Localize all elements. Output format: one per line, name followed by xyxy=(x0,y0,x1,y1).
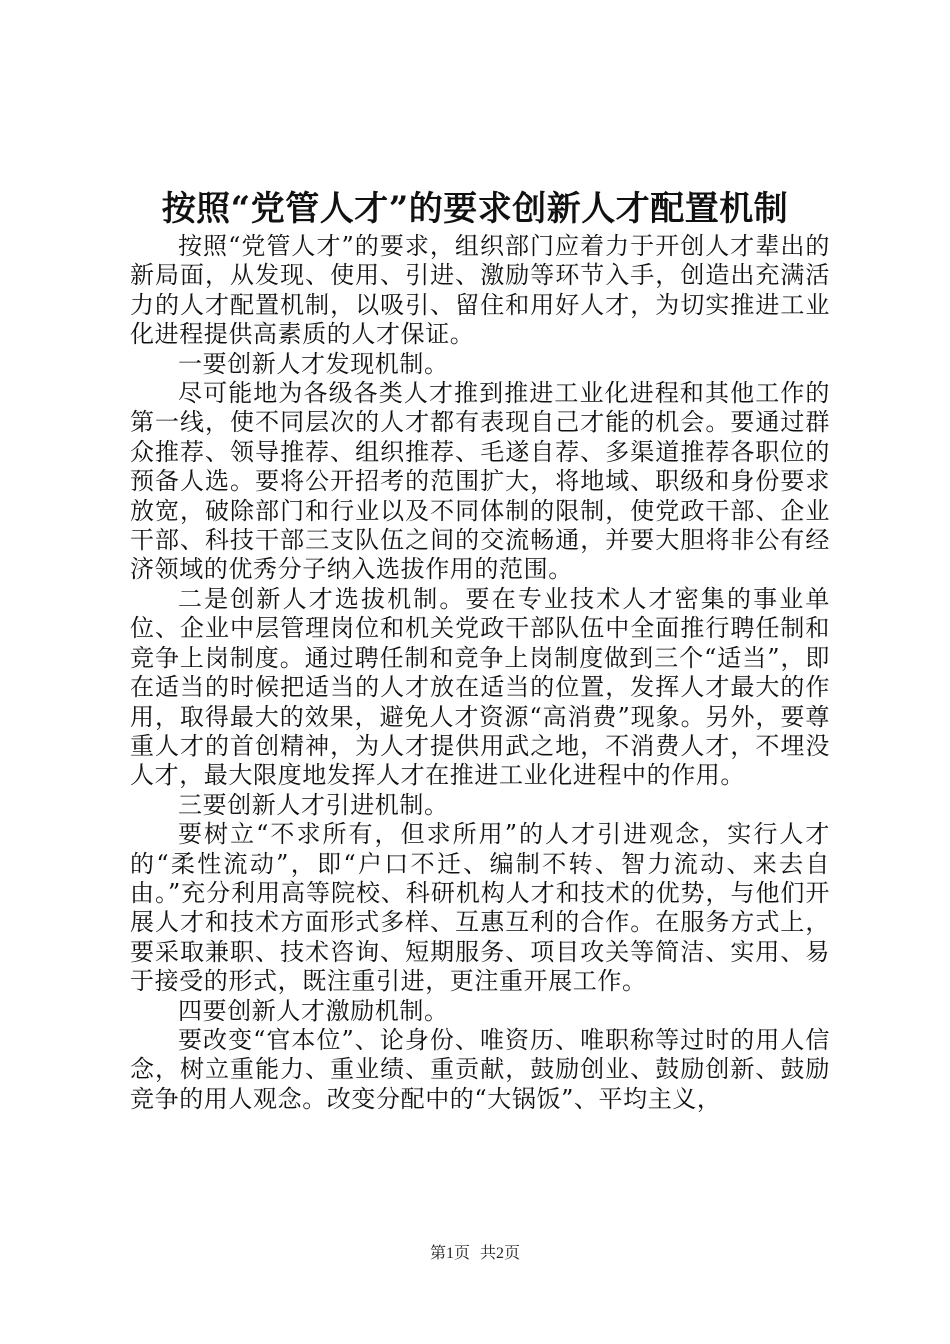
paragraph-heading-discovery: 一要创新人才发现机制。 xyxy=(178,349,449,378)
page-number-current: 第1页 xyxy=(429,1245,470,1262)
paragraph-incentive: 要改变“官本位”、论身份、唯资历、唯职称等过时的用人信念，树立重能力、重业绩、重贡献，鼓励创业、鼓励创新、鼓励竞争的用人观念。改变分配中的“大锅饭”、平均主义， xyxy=(130,1025,830,1113)
paragraph-discovery: 尽可能地为各级各类人才推到推进工业化进程和其他工作的第一线，使不同层次的人才都有表现自己才能的机会。要通过群众推荐、领导推荐、组织推荐、毛遂自荐、多渠道推荐各职位的预备人选。要将公开招考的范围扩大，将地域、职级和身份要求放宽，破除部门和行业以及不同体制的限制，使党政干部、企业干部、科技干部三支队伍之间的交流畅通，并要大胆将非公有经济领域的优秀分子纳入选拔作用的范围。 xyxy=(130,379,830,584)
page-number-total: 共2页 xyxy=(480,1245,521,1262)
document-title: 按照“党管人才”的要求创新人才配置机制 xyxy=(161,189,789,229)
document-body xyxy=(130,232,830,1114)
paragraph-heading-introduction: 三要创新人才引进机制。 xyxy=(178,790,449,819)
page-footer xyxy=(0,1243,950,1265)
paragraph-heading-incentive: 四要创新人才激励机制。 xyxy=(178,996,449,1025)
paragraph-introduction: 要树立“不求所有，但求所用”的人才引进观念，实行人才的“柔性流动”，即“户口不迁、编制不转、智力流动、来去自由。”充分利用高等院校、科研机构人才和技术的优势，与他们开展人才和技术方面形式多样、互惠互利的合作。在服务方式上，要采取兼职、技术咨询、短期服务、项目攻关等简洁、实用、易于接受的形式，既注重引进，更注重开展工作。 xyxy=(130,820,830,996)
paragraph-intro: 按照“党管人才”的要求，组织部门应着力于开创人才辈出的新局面，从发现、使用、引进、激励等环节入手，创造出充满活力的人才配置机制，以吸引、留住和用好人才，为切实推进工业化进程提供高素质的人才保证。 xyxy=(130,232,830,349)
paragraph-selection: 二是创新人才选拔机制。要在专业技术人才密集的事业单位、企业中层管理岗位和机关党政干部队伍中全面推行聘任制和竞争上岗制度。通过聘任制和竞争上岗制度做到三个“适当”，即在适当的时候把适当的人才放在适当的位置，发挥人才最大的作用，取得最大的效果，避免人才资源“高消费”现象。另外，要尊重人才的首创精神，为人才提供用武之地，不消费人才，不埋没人才，最大限度地发挥人才在推进工业化进程中的作用。 xyxy=(130,584,830,790)
